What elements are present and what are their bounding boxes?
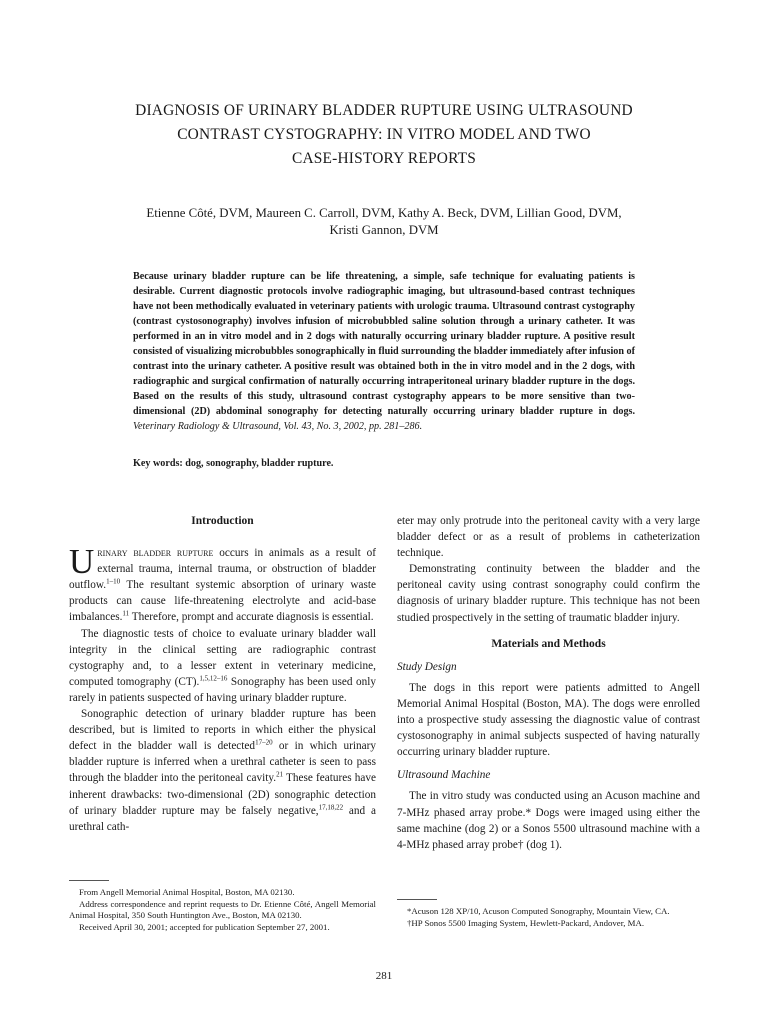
- equipment-footnotes: [397, 899, 700, 929]
- intro-paragraph-continued: eter may only protrude into the peritoneal cavity with a very large bladder defect or as a result of problems in catheterization technique.: [397, 515, 700, 560]
- footnote-affiliation: From Angell Memorial Animal Hospital, Boston, MA 02130.: [79, 887, 295, 897]
- intro-p1-text-b: The resultant systemic absorption of urinary waste products can cause life-threatening electrolyte and acid-base imbalances.: [69, 579, 376, 624]
- title-line-2: CONTRAST CYSTOGRAPHY: IN VITRO MODEL AND TWO: [177, 126, 591, 143]
- citation-ref: 21: [276, 770, 284, 779]
- subheading-ultrasound-machine: Ultrasound Machine: [397, 769, 491, 782]
- intro-paragraph-1: [69, 542, 376, 625]
- citation-ref: 1,5,12–16: [199, 674, 228, 683]
- intro-p2-text-a: The diagnostic tests of choice to evaluate urinary bladder wall integrity in the clinical setting are radiographic contrast cystography and, to a lesser extent in veterinary medicine, computed tomography (CT).: [69, 627, 376, 688]
- title-line-3: CASE-HISTORY REPORTS: [292, 150, 476, 167]
- affiliation-footnotes: [69, 880, 376, 933]
- article-title: [60, 99, 708, 171]
- keywords: Key words: dog, sonography, bladder rupture.: [133, 458, 334, 469]
- authors-line-2: Kristi Gannon, DVM: [329, 223, 439, 237]
- footnote-received: Received April 30, 2001; accepted for publication September 27, 2001.: [79, 921, 330, 932]
- study-design-paragraph: The dogs in this report were patients admitted to Angell Memorial Animal Hospital (Boston, MA). The dogs were enrolled into a prospective study assessing the diagnostic value of contrast cystosonography in animal subjects suspected of having naturally occurring urinary bladder rupture.: [397, 681, 700, 759]
- footnote-rule: [397, 899, 437, 900]
- intro-p2-text-b: Sonography has been used only rarely in patients suspected of having urinary bladder rupture.: [69, 675, 376, 704]
- page-number: 281: [375, 970, 393, 982]
- section-heading-materials-methods: Materials and Methods: [491, 637, 606, 650]
- intro-p3-text-b: or in which urinary bladder rupture is inferred when a urethral catheter is seen to pass through the bladder into the peritoneal cavity.: [69, 740, 376, 785]
- intro-lead-in: rinary bladder rupture: [97, 547, 214, 560]
- authors-line-1: Etienne Côté, DVM, Maureen C. Carroll, DVM, Kathy A. Beck, DVM, Lillian Good, DVM,: [146, 206, 622, 220]
- intro-paragraph-3: [69, 706, 376, 835]
- abstract-text: Because urinary bladder rupture can be life threatening, a simple, safe technique for evaluating patients is desirable. Current diagnostic protocols involve radiographic imaging, but ultrasound-based contrast techniques have not been methodically evaluated in veterinary patients with urologic trauma. Ultrasound contrast cystography (contrast cystosonography) involves infusion of microbubbled saline solution through a urinary catheter. It was performed in an in vitro model and in 2 dogs with naturally occurring urinary bladder rupture. A positive result consisted of visualizing microbubbles sonographically in fluid surrounding the bladder immediately after infusion of contrast into the urinary catheter. A positive result was obtained both in the in vitro model and in the 2 dogs, with radiographic and surgical confirmation of naturally occurring intraperitoneal urinary bladder rupture in the dogs. Based on the results of this study, ultrasound contrast cystography appears to be more sensitive than two-dimensional (2D) abdominal sonography for detecting naturally occurring urinary bladder rupture in dogs.: [133, 271, 635, 417]
- abstract: [133, 269, 635, 434]
- intro-paragraph-2: [69, 626, 376, 706]
- citation-ref: 1–10: [106, 577, 121, 586]
- left-column: [69, 513, 376, 835]
- author-list: [60, 205, 708, 239]
- intro-p1-text-c: Therefore, prompt and accurate diagnosis is essential.: [129, 611, 374, 624]
- abstract-citation: Veterinary Radiology & Ultrasound, Vol. 43, No. 3, 2002, pp. 281–286.: [133, 421, 423, 432]
- citation-ref: 11: [122, 609, 130, 618]
- section-heading-introduction: Introduction: [191, 515, 254, 527]
- citation-ref: 17,18,22: [318, 802, 344, 811]
- footnote-rule: [69, 880, 109, 881]
- footnote-acuson: *Acuson 128 XP/10, Acuson Computed Sonography, Mountain View, CA.: [407, 906, 670, 916]
- intro-p3-text-a: Sonographic detection of urinary bladder rupture has been described, but is limited to reports in which either the physical defect in the bladder wall is detected: [69, 708, 376, 753]
- intro-paragraph-4: Demonstrating continuity between the bladder and the peritoneal cavity using contrast sonography could confirm the diagnosis of urinary bladder rupture. This technique has not been studied prospectively in the setting of traumatic bladder injury.: [397, 563, 700, 624]
- footnote-sonos: †HP Sonos 5500 Imaging System, Hewlett-Packard, Andover, MA.: [407, 917, 645, 928]
- drop-cap: U: [69, 542, 95, 582]
- subheading-study-design: Study Design: [397, 660, 457, 673]
- intro-p3-text-d: and a urethral cath-: [69, 804, 376, 833]
- intro-p1-text-a: occurs in animals as a result of external trauma, internal trauma, or obstruction of bladder outflow.: [69, 547, 376, 592]
- ultrasound-machine-paragraph: The in vitro study was conducted using an Acuson machine and 7-MHz phased array probe.* Dogs were imaged using either the same machine (dog 2) or a Sonos 5500 ultrasound machine with a 4-MHz phased array probe† (dog 1).: [397, 790, 700, 851]
- citation-ref: 17–20: [255, 738, 273, 747]
- intro-p3-text-c: These features have inherent drawbacks: two-dimensional (2D) sonographic detection of urinary bladder rupture may be falsely negative,: [69, 772, 376, 817]
- title-line-1: DIAGNOSIS OF URINARY BLADDER RUPTURE USING ULTRASOUND: [135, 102, 633, 119]
- right-column: [397, 513, 700, 853]
- footnote-correspondence: Address correspondence and reprint requests to Dr. Etienne Côté, Angell Memorial Animal Hospital, 350 South Huntington Ave., Boston, MA 02130.: [69, 898, 376, 921]
